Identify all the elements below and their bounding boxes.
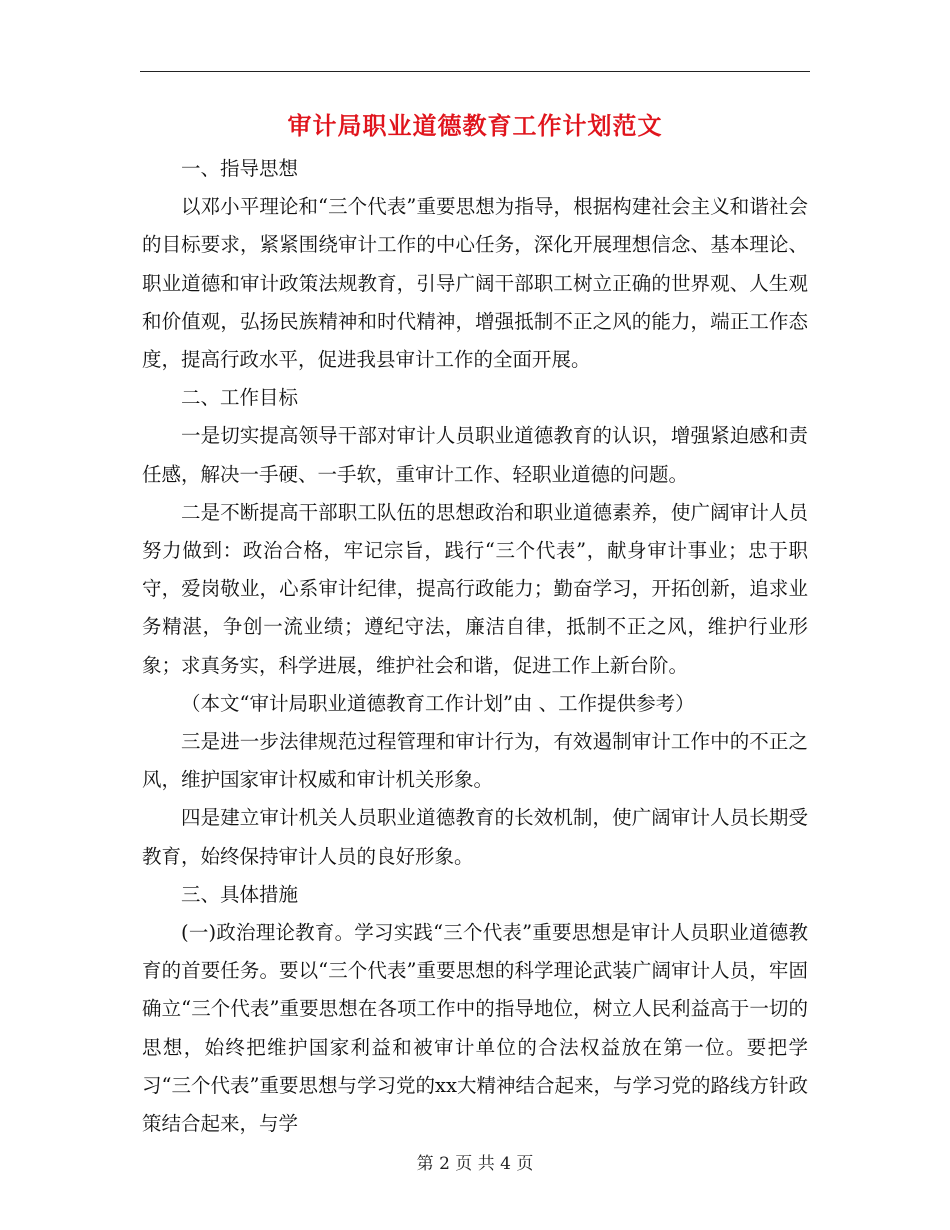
document-title: 审计局职业道德教育工作计划范文: [287, 111, 663, 140]
paragraph-goal-1: 一是切实提高领导干部对审计人员职业道德教育的认识，增强紧迫感和责任感，解决一手硬、一手软，重审计工作、轻职业道德的问题。: [142, 424, 808, 486]
paragraph-goal-3: 三是进一步法律规范过程管理和审计行为，有效遏制审计工作中的不正之风，维护国家审计权威和审计机关形象。: [142, 730, 808, 792]
paragraph-goal-2: 二是不断提高干部职工队伍的思想政治和职业道德素养，使广阔审计人员努力做到：政治合格，牢记宗旨，践行“三个代表”，献身审计事业；忠于职守，爱岗敬业，心系审计纪律，提高行政能力；勤奋学习，开拓创新，追求业务精湛，争创一流业绩；遵纪守法，廉洁自律，抵制不正之风，维护行业形象；求真务实，科学进展，维护社会和谐，促进工作上新台阶。: [142, 500, 808, 677]
page-number: 第 2 页 共 4 页: [416, 1154, 534, 1174]
paragraph-measure-1: (一)政治理论教育。学习实践“三个代表”重要思想是审计人员职业道德教育的首要任务。要以“三个代表”重要思想的科学理论武装广阔审计人员，牢固确立“三个代表”重要思想在各项工作中的指导地位，树立人民利益高于一切的思想，始终把维护国家利益和被审计单位的合法权益放在第一位。要把学习“三个代表”重要思想与学习党的xx大精神结合起来，与学习党的路线方针政策结合起来，与学: [142, 921, 808, 1136]
header-rule: [140, 71, 810, 72]
section-heading-2: 二、工作目标: [181, 386, 299, 410]
paragraph-goal-4: 四是建立审计机关人员职业道德教育的长效机制，使广阔审计人员长期受教育，始终保持审计人员的良好形象。: [142, 806, 808, 868]
section-heading-3: 三、具体措施: [181, 882, 299, 906]
document-body: [142, 150, 808, 1143]
paragraph-guiding-thought: 以邓小平理论和“三个代表”重要思想为指导，根据构建社会主义和谐社会的目标要求，紧紧围绕审计工作的中心任务，深化开展理想信念、基本理论、职业道德和审计政策法规教育，引导广阔干部职工树立正确的世界观、人生观和价值观，弘扬民族精神和时代精神，增强抵制不正之风的能力，端正工作态度，提高行政水平，促进我县审计工作的全面开展。: [142, 195, 808, 372]
section-heading-1: 一、指导思想: [181, 157, 299, 180]
paragraph-source-note: （本文“审计局职业道德教育工作计划”由 、工作提供参考）: [181, 691, 695, 715]
